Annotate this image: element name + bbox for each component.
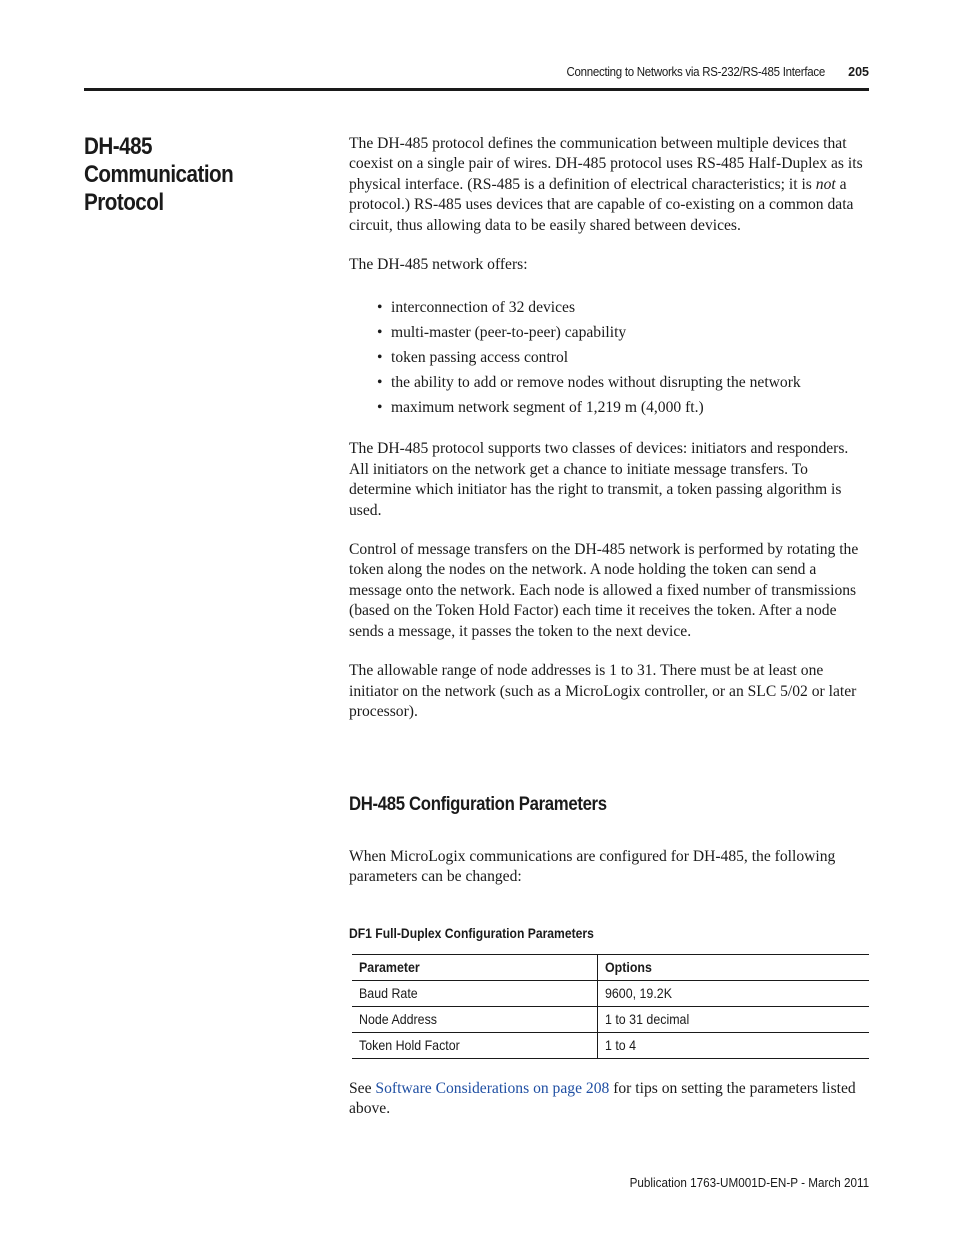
list-item xyxy=(377,295,871,320)
list-item xyxy=(377,395,871,420)
table-cell xyxy=(598,981,870,1007)
paragraph-text: a protocol.) RS-485 uses devices that are capable of co-existing on a common data circuit, thus allowing data to be easily shared between devices. xyxy=(349,175,854,234)
paragraph-text: for tips on setting the parameters listed above. xyxy=(349,1080,856,1118)
section-body xyxy=(349,134,871,722)
list-item xyxy=(377,320,871,345)
subsection-heading: DH-485 Configuration Parameters xyxy=(349,793,607,815)
paragraph-configurable: When MicroLogix communications are configured for DH-485, the following parameters can be changed: xyxy=(349,848,836,886)
paragraph-token-passing: Control of message transfers on the DH-485 network is performed by rotating the token along the nodes on the network. A node holding the token can send a message onto the network. Each node is allowed a fixed number of transmissions (based on the Token Hold Factor) each time it receives the token. After a node sends a message, it passes the token to the next device. xyxy=(349,541,859,640)
software-considerations-link[interactable]: Software Considerations on page 208 xyxy=(375,1080,610,1097)
cell-text: Baud Rate xyxy=(359,986,418,1001)
header-text: Options xyxy=(605,960,652,975)
parameters-table xyxy=(352,954,869,1059)
bullet-icon: • xyxy=(377,399,383,417)
feature-list xyxy=(377,295,871,420)
list-item-text: multi-master (peer-to-peer) capability xyxy=(391,324,627,342)
table-cell xyxy=(352,1007,598,1033)
bullet-icon: • xyxy=(377,324,383,342)
paragraph-node-addresses: The allowable range of node addresses is 1 to 31. There must be at least one initiator on the network (such as a MicroLogix controller, or an SLC 5/02 or later processor). xyxy=(349,662,857,720)
cell-text: Token Hold Factor xyxy=(359,1038,460,1053)
page-number: 205 xyxy=(848,65,869,79)
list-item-text: interconnection of 32 devices xyxy=(391,299,576,317)
cell-text: 9600, 19.2K xyxy=(605,986,672,1001)
list-item xyxy=(377,370,871,395)
bullet-icon: • xyxy=(377,349,383,367)
emphasis-not: not xyxy=(815,175,836,193)
table-cell xyxy=(598,1007,870,1033)
header-text: Parameter xyxy=(359,960,420,975)
table-cell xyxy=(598,1033,870,1059)
bullet-icon: • xyxy=(377,374,383,392)
cell-text: 1 to 31 decimal xyxy=(605,1012,690,1027)
list-item-text: maximum network segment of 1,219 m (4,000 ft.) xyxy=(391,399,704,417)
table-row xyxy=(352,1007,869,1033)
paragraph-text: The DH-485 protocol defines the communication between multiple devices that coexist on a single pair of wires. DH-485 protocol uses RS-485 Half-Duplex as its physical interface. (RS-485 is a definition of electrical characteristics; it is xyxy=(349,135,863,193)
column-header-parameter xyxy=(352,955,598,981)
paragraph-protocol-definition xyxy=(349,134,871,236)
publication-footer: Publication 1763-UM001D-EN-P - March 2011 xyxy=(629,1175,869,1190)
paragraph-device-classes: The DH-485 protocol supports two classes of devices: initiators and responders. All initiators on the network get a chance to initiate message transfers. To determine which initiator has the right to transmit, a token passing algorithm is used. xyxy=(349,440,849,519)
header-title: Connecting to Networks via RS-232/RS-485 Interface xyxy=(566,65,825,79)
table-cell xyxy=(352,981,598,1007)
running-header xyxy=(84,65,869,85)
table-caption: DF1 Full-Duplex Configuration Parameters xyxy=(349,926,594,941)
table-row xyxy=(352,1033,869,1059)
table-row xyxy=(352,981,869,1007)
section-heading: DH-485 Communication Protocol xyxy=(84,133,234,216)
list-item-text: the ability to add or remove nodes without disrupting the network xyxy=(391,374,801,392)
cell-text: Node Address xyxy=(359,1012,438,1027)
list-item xyxy=(377,345,871,370)
paragraph-network-offers: The DH-485 network offers: xyxy=(349,256,528,274)
cell-text: 1 to 4 xyxy=(605,1038,637,1053)
list-item-text: token passing access control xyxy=(391,349,569,367)
paragraph-text: See xyxy=(349,1080,376,1097)
paragraph-see-also xyxy=(349,1079,871,1120)
table-cell xyxy=(352,1033,598,1059)
column-header-options xyxy=(598,955,870,981)
header-rule xyxy=(84,88,869,91)
table-header-row xyxy=(352,955,869,981)
bullet-icon: • xyxy=(377,299,383,317)
